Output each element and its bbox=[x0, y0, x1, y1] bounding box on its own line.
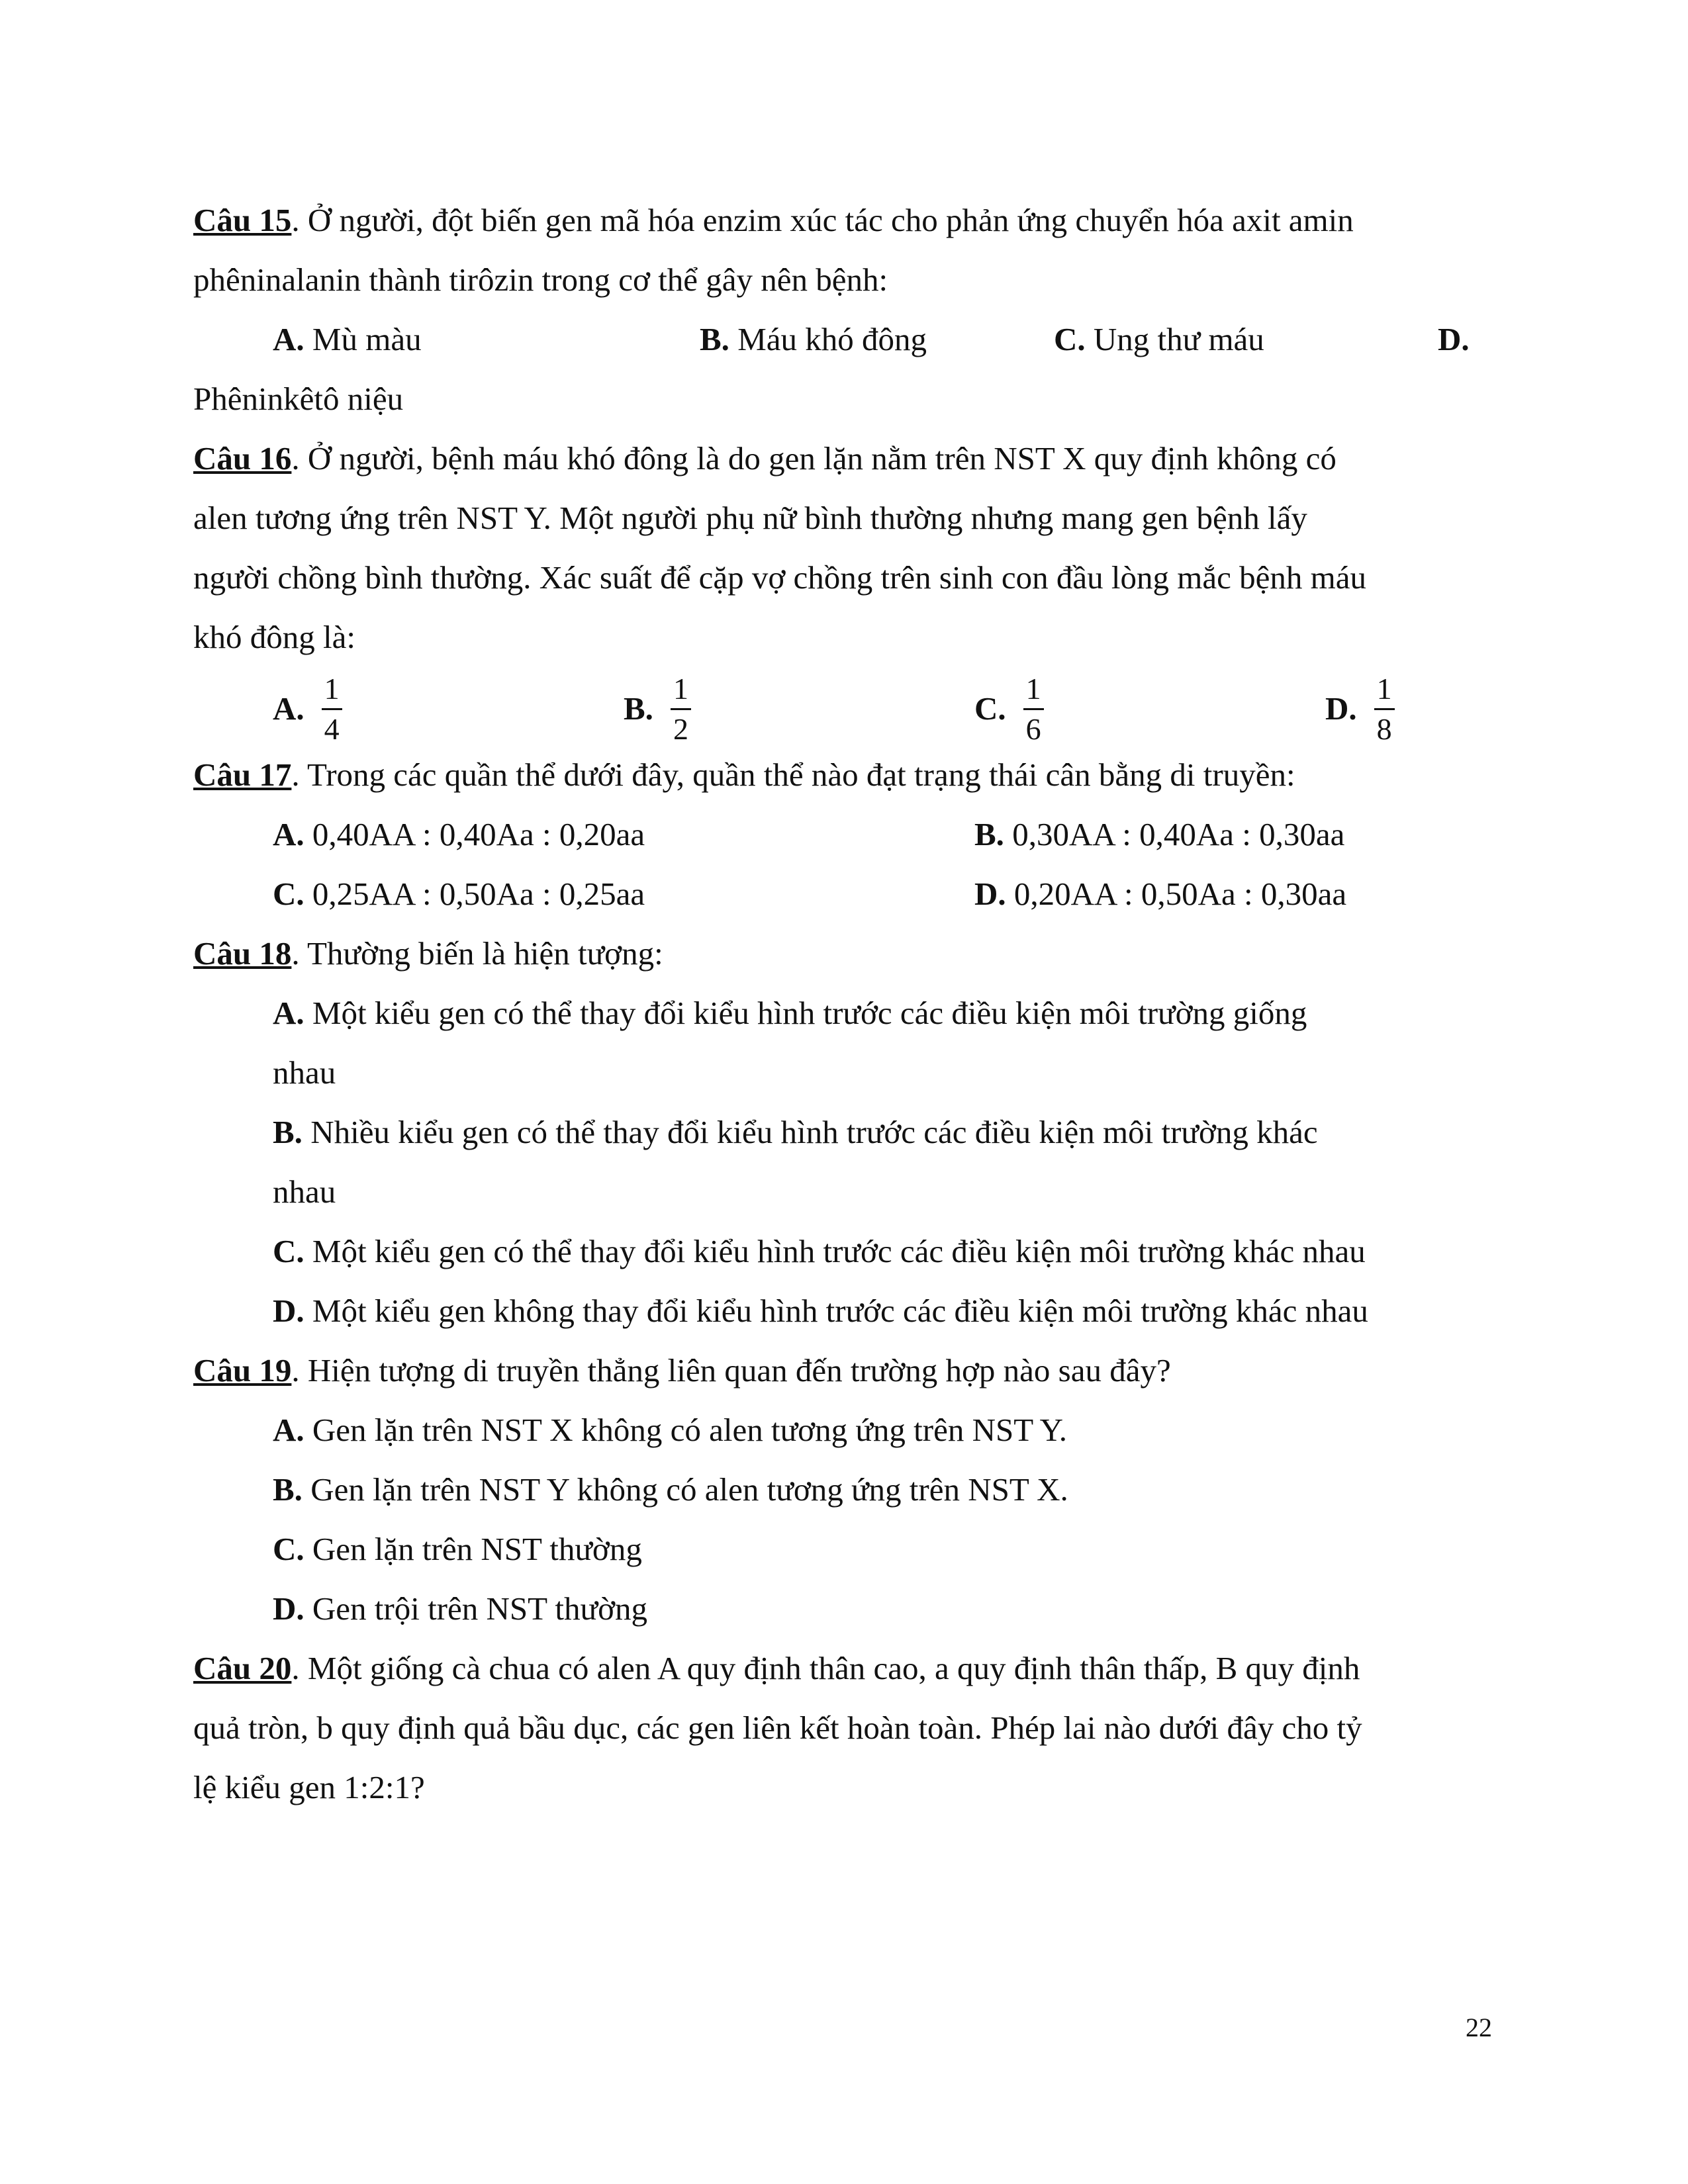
option-b[interactable]: B. Máu khó đông bbox=[700, 321, 927, 357]
options-row bbox=[193, 864, 1501, 924]
question-15 bbox=[193, 191, 1501, 250]
question-text: . Hiện tượng di truyền thẳng liên quan đến trường hợp nào sau đây? bbox=[291, 1352, 1171, 1388]
question-text: khó đông là: bbox=[193, 619, 355, 655]
fraction: $\frac{1}{6}$ bbox=[1023, 672, 1044, 746]
fraction: $\frac{1}{2}$ bbox=[671, 672, 691, 746]
fraction: $\frac{1}{4}$ bbox=[322, 672, 342, 746]
question-text: lệ kiểu gen 1:2:1? bbox=[193, 1769, 425, 1805]
option-b[interactable]: B. $\frac{1}{2}$ bbox=[624, 672, 691, 745]
question-text: người chồng bình thường. Xác suất để cặp vợ chồng trên sinh con đầu lòng mắc bệnh máu bbox=[193, 559, 1366, 596]
option-a-continued[interactable]: nhau bbox=[273, 1054, 336, 1091]
question-text: alen tương ứng trên NST Y. Một người phụ nữ bình thường nhưng mang gen bệnh lấy bbox=[193, 500, 1307, 536]
option-c[interactable]: C. 0,25AA : 0,50Aa : 0,25aa bbox=[273, 876, 645, 912]
option-c[interactable]: C. Gen lặn trên NST thường bbox=[273, 1531, 642, 1567]
option-b[interactable]: B. Gen lặn trên NST Y không có alen tương ứng trên NST X. bbox=[273, 1471, 1068, 1508]
options-row bbox=[193, 672, 1501, 745]
option-d[interactable]: D. Một kiểu gen không thay đổi kiểu hình trước các điều kiện môi trường khác nhau bbox=[273, 1293, 1368, 1329]
option-d-text[interactable]: Phêninkêtô niệu bbox=[193, 381, 404, 417]
option-a[interactable]: A. Mù màu bbox=[273, 321, 422, 357]
question-18 bbox=[193, 924, 1501, 983]
question-label: Câu 20 bbox=[193, 1650, 292, 1686]
option-a[interactable]: A. 0,40AA : 0,40Aa : 0,20aa bbox=[273, 816, 645, 852]
question-text: . Trong các quần thể dưới đây, quần thể nào đạt trạng thái cân bằng di truyền: bbox=[291, 756, 1295, 793]
question-text: . Ở người, đột biến gen mã hóa enzim xúc tác cho phản ứng chuyển hóa axit amin bbox=[291, 202, 1354, 238]
question-20 bbox=[193, 1639, 1501, 1698]
question-16 bbox=[193, 429, 1501, 488]
question-label: Câu 17 bbox=[193, 756, 292, 793]
question-label: Câu 19 bbox=[193, 1352, 292, 1388]
option-c[interactable]: C. Một kiểu gen có thể thay đổi kiểu hình trước các điều kiện môi trường khác nhau bbox=[273, 1233, 1366, 1269]
option-d[interactable]: D. Gen trội trên NST thường bbox=[273, 1590, 648, 1627]
option-a[interactable]: A. Gen lặn trên NST X không có alen tương ứng trên NST Y. bbox=[273, 1412, 1068, 1448]
question-19 bbox=[193, 1341, 1501, 1400]
question-text: . Ở người, bệnh máu khó đông là do gen lặn nằm trên NST X quy định không có bbox=[291, 440, 1336, 477]
document-page bbox=[193, 191, 1501, 1817]
option-a[interactable]: A. Một kiểu gen có thể thay đổi kiểu hình trước các điều kiện môi trường giống bbox=[273, 995, 1307, 1031]
question-text: quả tròn, b quy định quả bầu dục, các gen liên kết hoàn toàn. Phép lai nào dưới đây cho tỷ bbox=[193, 1709, 1362, 1746]
question-text: . Một giống cà chua có alen A quy định thân cao, a quy định thân thấp, B quy định bbox=[291, 1650, 1360, 1686]
options-row bbox=[193, 310, 1501, 369]
options-row bbox=[193, 805, 1501, 864]
option-d[interactable]: D. $\frac{1}{8}$ bbox=[1325, 672, 1395, 745]
question-label: Câu 15 bbox=[193, 202, 292, 238]
question-label: Câu 18 bbox=[193, 935, 292, 972]
option-d-letter[interactable]: D. bbox=[1438, 321, 1470, 357]
page-number: 22 bbox=[1466, 2013, 1492, 2042]
option-c[interactable]: C. $\frac{1}{6}$ bbox=[974, 672, 1044, 745]
option-b-continued[interactable]: nhau bbox=[273, 1173, 336, 1210]
option-c[interactable]: C. Ung thư máu bbox=[1054, 321, 1264, 357]
option-a[interactable]: A. $\frac{1}{4}$ bbox=[273, 672, 342, 745]
option-b[interactable]: B. 0,30AA : 0,40Aa : 0,30aa bbox=[974, 816, 1345, 852]
question-text: phêninalanin thành tirôzin trong cơ thể gây nên bệnh: bbox=[193, 261, 888, 298]
question-17 bbox=[193, 745, 1501, 805]
question-text: . Thường biến là hiện tượng: bbox=[291, 935, 663, 972]
question-label: Câu 16 bbox=[193, 440, 292, 477]
option-b[interactable]: B. Nhiều kiểu gen có thể thay đổi kiểu hình trước các điều kiện môi trường khác bbox=[273, 1114, 1318, 1150]
option-d[interactable]: D. 0,20AA : 0,50Aa : 0,30aa bbox=[974, 876, 1347, 912]
fraction: $\frac{1}{8}$ bbox=[1374, 672, 1395, 746]
